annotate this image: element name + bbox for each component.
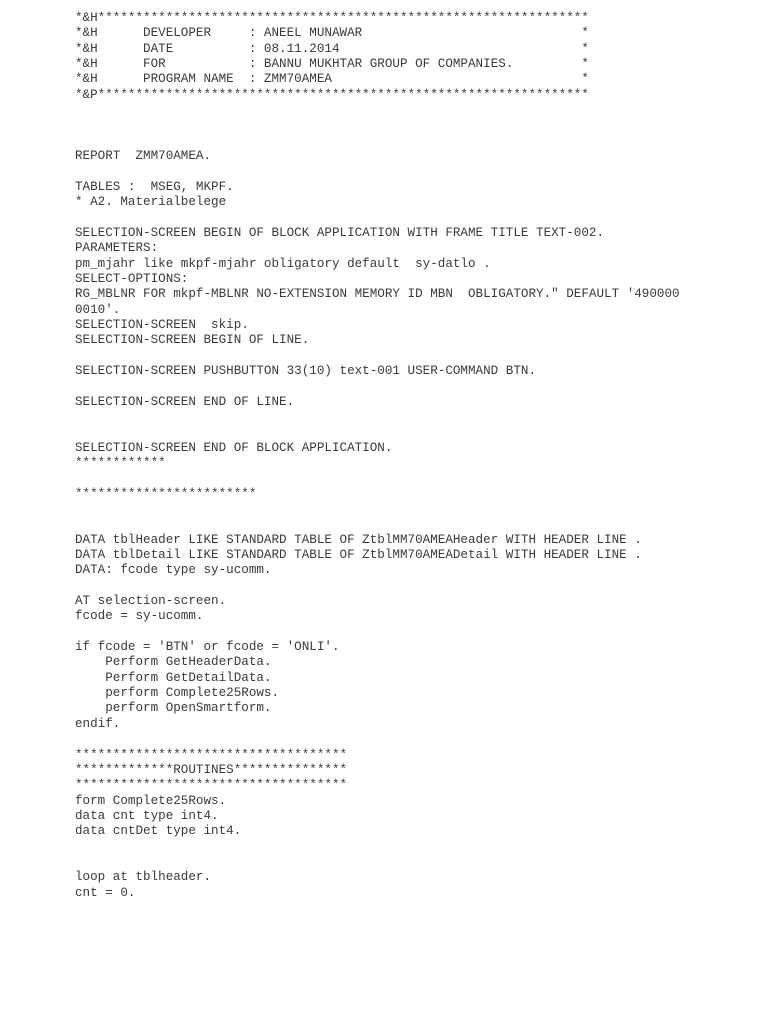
code-line [75,103,755,118]
code-line: fcode = sy-ucomm. [75,609,204,624]
code-line: *************ROUTINES*************** [75,762,348,777]
code-line [75,579,755,594]
code-line [75,840,755,855]
code-line: data cntDet type int4. [75,824,242,839]
code-line: * A2. Materialbelege [75,195,227,210]
code-line: *&P***************************************************************** [75,87,589,102]
code-line: 0010'. [75,302,121,317]
code-line: loop at tblheader. [75,870,212,885]
code-line [75,164,755,179]
code-line: SELECTION-SCREEN END OF BLOCK APPLICATION. [75,440,393,455]
code-line: Perform GetDetailData. [75,670,272,685]
code-line: data cnt type int4. [75,808,219,823]
code-line [75,502,755,517]
code-line [75,349,755,364]
code-line [75,425,755,440]
code-line: ************************************ [75,747,348,762]
code-line [75,379,755,394]
code-line: *&H PROGRAM NAME : ZMM70AMEA * [75,72,589,87]
code-line: perform OpenSmartform. [75,701,272,716]
code-line: pm_mjahr like mkpf-mjahr obligatory default sy-datlo . [75,256,491,271]
code-line: ************************************ [75,778,348,793]
code-line: SELECTION-SCREEN BEGIN OF BLOCK APPLICATION WITH FRAME TITLE TEXT-002. [75,225,605,240]
code-line: ************************ [75,486,257,501]
code-line: DATA tblDetail LIKE STANDARD TABLE OF ZtblMM70AMEADetail WITH HEADER LINE . [75,548,642,563]
code-line [75,118,755,133]
code-line [75,625,755,640]
code-line: form Complete25Rows. [75,793,227,808]
code-line: endif. [75,716,121,731]
code-line [75,471,755,486]
code-line [75,732,755,747]
code-line [75,210,755,225]
code-line: perform Complete25Rows. [75,686,280,701]
code-line: SELECTION-SCREEN skip. [75,317,249,332]
code-line: *&H DATE : 08.11.2014 * [75,41,589,56]
code-line: DATA: fcode type sy-ucomm. [75,563,272,578]
code-line: ************ [75,455,166,470]
code-line: REPORT ZMM70AMEA. [75,149,212,164]
code-line [75,855,755,870]
code-line: TABLES : MSEG, MKPF. [75,179,234,194]
code-line: RG_MBLNR FOR mkpf-MBLNR NO-EXTENSION MEMORY ID MBN OBLIGATORY." DEFAULT '490000 [75,287,680,302]
code-line: SELECTION-SCREEN PUSHBUTTON 33(10) text-001 USER-COMMAND BTN. [75,363,537,378]
code-line: *&H FOR : BANNU MUKHTAR GROUP OF COMPANIES. * [75,57,589,72]
code-line: *&H DEVELOPER : ANEEL MUNAWAR * [75,26,589,41]
code-line: PARAMETERS: [75,241,159,256]
code-line: *&H***************************************************************** [75,11,589,25]
code-line: SELECT-OPTIONS: [75,271,189,286]
source-code-listing [75,11,755,901]
code-line [75,517,755,532]
code-line: if fcode = 'BTN' or fcode = 'ONLI'. [75,640,340,655]
code-line: SELECTION-SCREEN END OF LINE. [75,394,295,409]
code-line: Perform GetHeaderData. [75,655,272,670]
code-line [75,410,755,425]
code-line: AT selection-screen. [75,594,227,609]
code-line: SELECTION-SCREEN BEGIN OF LINE. [75,333,310,348]
code-line: DATA tblHeader LIKE STANDARD TABLE OF ZtblMM70AMEAHeader WITH HEADER LINE . [75,532,642,547]
code-line [75,134,755,149]
code-line: cnt = 0. [75,885,136,900]
